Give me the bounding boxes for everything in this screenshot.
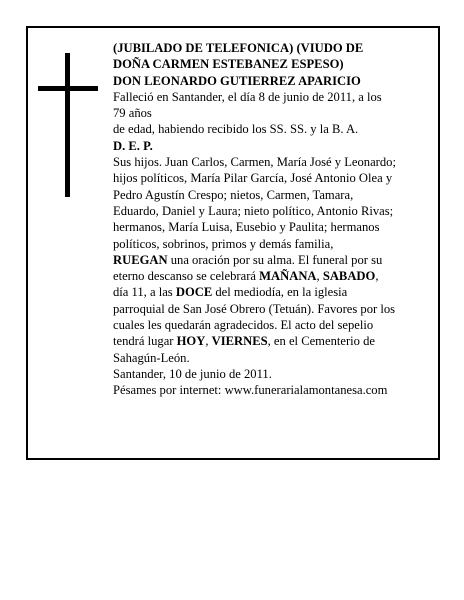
- deceased-name: DON LEONARDO GUTIERREZ APARICIO: [113, 73, 361, 88]
- family-line-5: hermanos, María Luisa, Eusebio y Paulita; hermanos: [113, 220, 380, 235]
- funeral-line-4: parroquial de San José Obrero (Tetuán). Favores por los: [113, 301, 396, 316]
- death-line-2: 79 años: [113, 106, 152, 121]
- ruegan-text: RUEGAN: [113, 252, 168, 267]
- funeral-line-2-end: ,: [375, 269, 379, 284]
- death-line-3: de edad, habiendo recibido los SS. SS. y la B. A.: [113, 122, 359, 137]
- header-line-2: DOÑA CARMEN ESTEBANEZ ESPESO): [113, 57, 344, 72]
- funeral-line-6-comma: ,: [205, 334, 212, 349]
- header-line-1: (JUBILADO DE TELEFONICA) (VIUDO DE: [113, 41, 364, 55]
- doce-text: DOCE: [175, 285, 213, 300]
- funeral-line-2-start: eterno descanso se celebrará: [113, 269, 260, 284]
- condolences-line: Pésames por internet: www.funerarialamontanesa.com: [113, 383, 388, 398]
- latin-cross-icon: [38, 53, 98, 197]
- funeral-line-3-start: día 11, a las: [113, 285, 176, 300]
- death-line-1: Falleció en Santander, el día 8 de junio de 2011, a los: [113, 89, 382, 104]
- family-line-3: Pedro Agustín Crespo; nietos, Carmen, Tamara,: [113, 187, 354, 202]
- funeral-line-3: [113, 284, 425, 300]
- funeral-line-6-start: tendrá lugar: [113, 334, 177, 349]
- funeral-line-5: cuales les quedarán agradecidos. El acto del sepelio: [113, 318, 374, 333]
- viernes-text: VIERNES: [211, 334, 268, 349]
- funeral-line-2: [113, 268, 425, 284]
- funeral-line-7: Sahagún-León.: [113, 350, 190, 365]
- funeral-line-1: [113, 252, 425, 268]
- family-line-1: Sus hijos. Juan Carlos, Carmen, María José y Leonardo;: [113, 155, 396, 170]
- funeral-line-6-end: , en el Cementerio de: [267, 334, 375, 349]
- closing-date: Santander, 10 de junio de 2011.: [113, 366, 272, 381]
- dep-text: D. E. P.: [113, 138, 153, 153]
- funeral-line-1-rest: una oración por su alma. El funeral por su: [167, 252, 383, 267]
- funeral-line-3-end: del mediodía, en la iglesia: [212, 285, 348, 300]
- manana-text: MAÑANA: [259, 269, 317, 284]
- family-line-4: Eduardo, Daniel y Laura; nieto político, Antonio Rivas;: [113, 203, 394, 218]
- obituary-text: [113, 40, 425, 399]
- funeral-line-6: [113, 333, 425, 349]
- funeral-line-2-comma: ,: [316, 269, 323, 284]
- family-line-2: hijos políticos, María Pilar García, José Antonio Olea y: [113, 171, 393, 186]
- sabado-text: SABADO: [322, 269, 376, 284]
- family-line-6: políticos, sobrinos, primos y demás familia,: [113, 236, 334, 251]
- hoy-text: HOY: [176, 334, 206, 349]
